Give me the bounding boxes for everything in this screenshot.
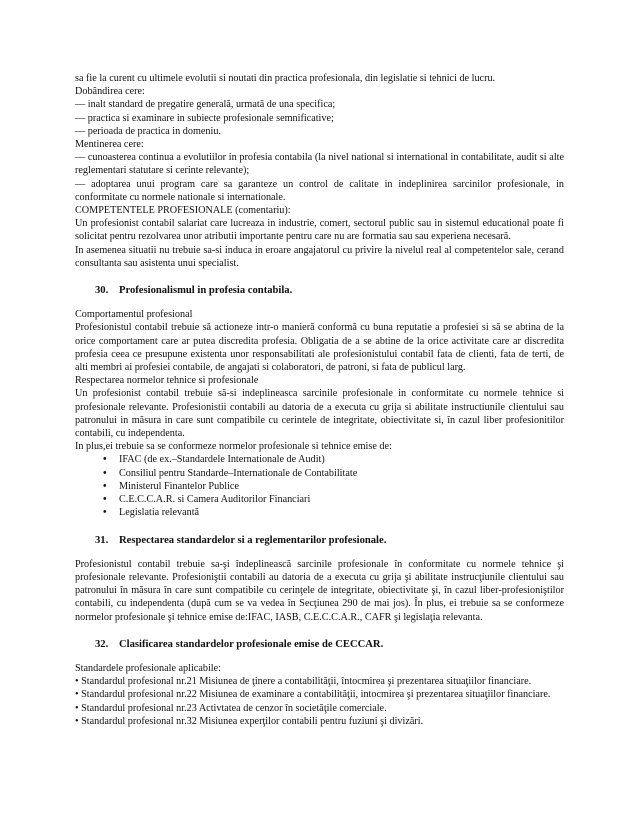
document-page: [75, 72, 564, 728]
heading-title: Clasificarea standardelor profesionale emise de CECCAR.: [119, 638, 384, 650]
paragraph: Respectarea normelor tehnice si profesionale: [75, 375, 259, 387]
heading-number: 32.: [95, 638, 109, 650]
section-heading-31: [95, 534, 564, 547]
paragraph: — cunoasterea continua a evolutiilor in profesia contabila (la nivel national si international in contabilitate, audit si alte reglementari statutare si cerinte relevante);: [75, 152, 564, 177]
bullet-list: [75, 453, 564, 519]
list-item: • IFAC (de ex.–Standardele Internationale de Audit): [103, 453, 564, 466]
paragraph: • Standardul profesional nr.23 Activtatea de cenzor în societăţile comerciale.: [75, 702, 387, 714]
section-31-body: [75, 558, 564, 624]
paragraph: — inalt standard de pregatire generală, urmată de una specifica;: [75, 99, 336, 111]
heading-number: 31.: [95, 534, 109, 546]
paragraph: COMPETENTELE PROFESIONALE (comentariu):: [75, 205, 291, 217]
paragraph: Mentinerea cere:: [75, 139, 144, 151]
section-heading-32: [95, 638, 564, 651]
paragraph: In asemenea situatii nu trebuie sa-si induca in eroare angajatorul cu privire la nivelul real al competentelor sale, cerand consultanta sau asistenta unui specialist.: [75, 244, 564, 269]
paragraph: Un profesionist contabil trebuie să-si indeplineasca sarcinile profesionale in conformitate cu normele tehnice si profesionale relevante. Profesionistii contabili au datoria de a executa cu grija si abilitate instructiunile clientului sau patronului in măsura in care sunt compatibile cu cerintele de integritate, obiectivitate si, în cazul liber profesionitilor contabili, cu independenta.: [75, 388, 564, 440]
list-item: • Legislatia relevantă: [103, 506, 564, 519]
paragraph: Profesionistul contabil trebuie sa-şi îndeplinească sarcinile profesionale în conformitate cu normele tehnice şi profesionale relevante. Profesioniştii contabili au datoria de a executa cu grija şi abilitate instrucţiunile clientului sau patronului în măsura în care sunt compatibile cu cerinţele de integritate, obiectivitate şi, în cazul liber-profesioniştilor contabili, cu independenta (după cum se va vedea în Secţiunea 290 de mai jos). În plus, ei trebuie sa se conformeze normelor profesionale şi tehnice emise de:IFAC, IASB, C.E.C.C.A.R., CAFR şi legislaţia relevanta.: [75, 558, 564, 623]
paragraph: Un profesionist contabil salariat care lucreaza in industrie, comert, sectorul public sau in sistemul educational poate fi solicitat pentru rezolvarea unor atributii importante pentru care nu are formatia sau sau experiena necesară.: [75, 218, 564, 243]
paragraph: In plus,ei trebuie sa se conformeze normelor profesionale si tehnice emise de:: [75, 441, 392, 453]
section-30-body: [75, 308, 564, 519]
section-heading-30: [95, 284, 564, 297]
paragraph: Comportamentul profesional: [75, 309, 193, 321]
paragraph: • Standardul profesional nr.22 Misiunea de examinare a contabilităţii, intocmirea şi prezentarea situaţiilor financiare.: [75, 689, 551, 701]
paragraph: — perioada de practica in domeniu.: [75, 125, 221, 137]
paragraph: • Standardul profesional nr.32 Misiunea experţilor contabili pentru fuziuni şi divizări.: [75, 715, 424, 727]
paragraph: — practica si examinare in subiecte profesionale semnificative;: [75, 112, 334, 124]
paragraph: Profesionistul contabil trebuie să actioneze intr-o manieră conformă cu buna reputatie a profesiei si să se abtina de la orice comportament care ar putea discredita profesia. Obligatia de a se abtine de la orice activitate care ar discredita profesia ceea ce presupune existenta unor responsabilitati ale profesionistului contabil fata de clienti, fata de terti, de alti membri ai profesiei contabile, de angajati si colaboratori, de patroni, si fata de publicul larg.: [75, 322, 564, 374]
heading-number: 30.: [95, 285, 109, 297]
list-item: • Ministerul Finantelor Publice: [103, 480, 564, 493]
list-item: • C.E.C.C.A.R. si Camera Auditorilor Financiari: [103, 493, 564, 506]
heading-title: Profesionalismul in profesia contabila.: [119, 285, 293, 297]
heading-title: Respectarea standardelor si a reglementarilor profesionale.: [119, 534, 387, 546]
paragraph: Standardele profesionale aplicabile:: [75, 662, 221, 674]
paragraph: — adoptarea unui program care sa garanteze un control de calitate in indeplinirea sarcinilor profesionale, in conformitate cu normele nationale si internationale.: [75, 178, 564, 203]
paragraph: sa fie la curent cu ultimele evolutii si noutati din practica profesionala, din legislatie si tehnici de lucru.: [75, 73, 496, 84]
section-intro: [75, 72, 564, 270]
section-32-body: [75, 662, 564, 728]
paragraph: • Standardul profesional nr.21 Misiunea de ţinere a contabilităţii, întocmirea şi prezentarea situaţiilor financiare.: [75, 676, 532, 688]
paragraph: Dobândirea cere:: [75, 86, 145, 98]
list-item: • Consiliul pentru Standarde–Internationale de Contabilitate: [103, 467, 564, 480]
